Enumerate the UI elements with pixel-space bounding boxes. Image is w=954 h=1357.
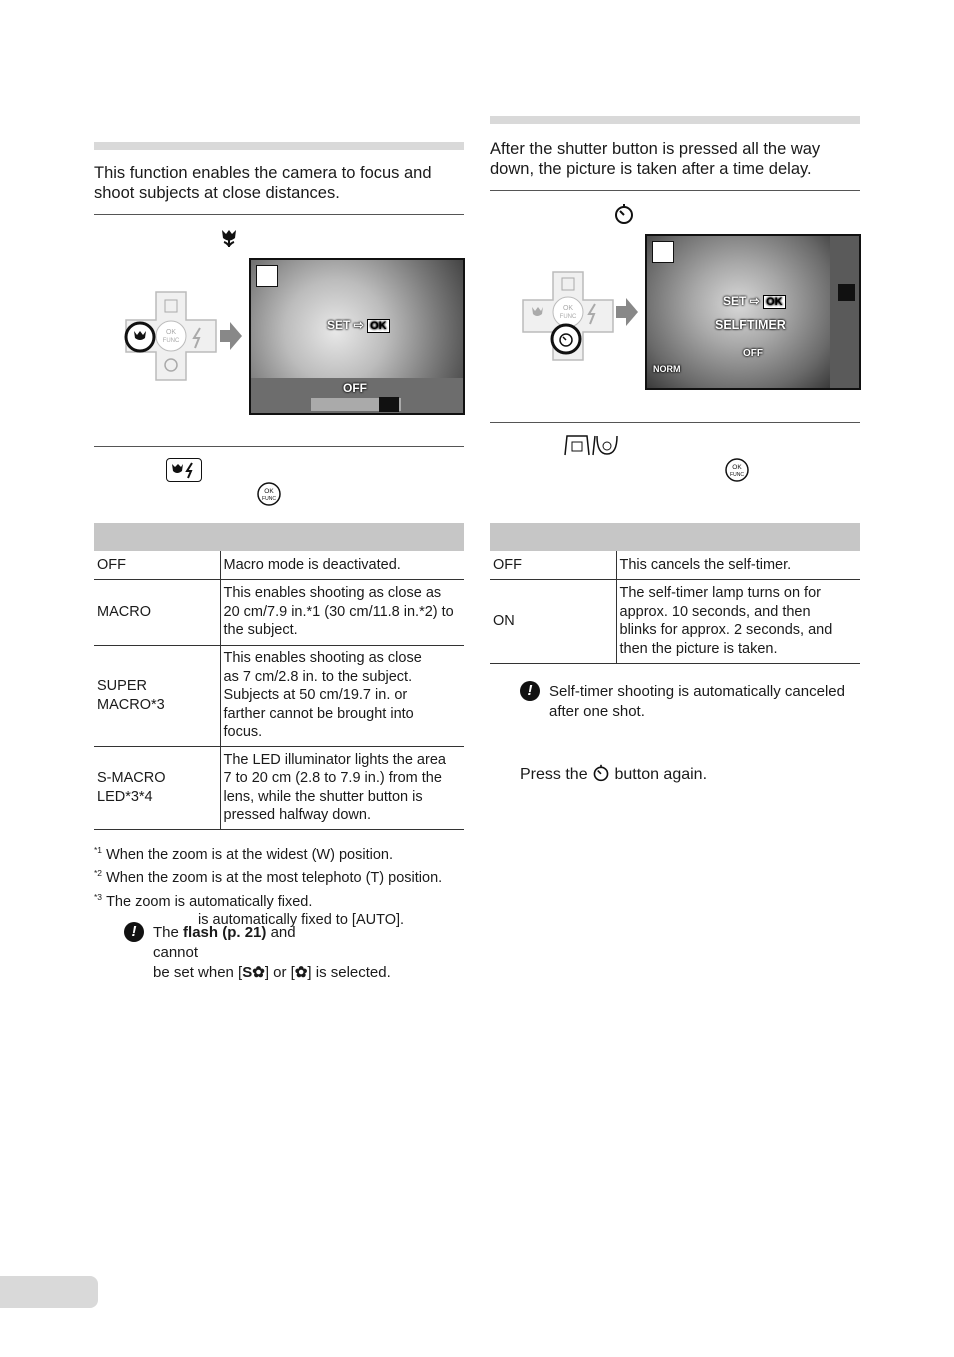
svg-text:FUNC: FUNC (730, 472, 744, 478)
footnotes (94, 841, 466, 929)
set-ok-label: SET ⇨ OK (327, 318, 390, 333)
arrow-right-icon (616, 298, 638, 326)
svg-text:FUNC: FUNC (262, 496, 276, 502)
cancel-instruction: Press the button again. (520, 766, 708, 783)
set-ok-label: SET ⇨ OK (723, 294, 786, 309)
mode-indicator (256, 265, 278, 287)
table-header-cell (616, 523, 860, 551)
divider (94, 214, 464, 215)
description-cell: The self-timer lamp turns on for approx. 10 seconds, and then blinks for approx. 2 seconds, and then the picture is taken. (616, 579, 860, 663)
table-header-cell (220, 523, 464, 551)
description-cell: The LED illuminator lights the area 7 to 20 cm (2.8 to 7.9 in.) from the lens, while the shutter button is pressed halfway down. (220, 746, 464, 829)
footnote: $^{*2}$ When the zoom is at the most telephoto (T) position. (94, 868, 443, 887)
caution-note: Self-timer shooting is automatically canceled after one shot. (549, 683, 845, 720)
macro-tulip-icon (218, 228, 240, 248)
footnote: $^{*1}$ When the zoom is at the widest (W) position. (94, 845, 393, 863)
ok-func-button-icon (257, 482, 281, 506)
lcd-screen-macro (249, 258, 465, 415)
table-row (94, 551, 464, 579)
caution-icon: ! (124, 922, 144, 942)
table-row (94, 579, 464, 645)
table-header-row (94, 523, 464, 551)
option-cell: OFF (94, 551, 220, 579)
page-number-tab (0, 1276, 98, 1308)
table-row (490, 551, 860, 579)
description-cell: Macro mode is deactivated. (220, 551, 464, 579)
selected-option (838, 284, 855, 301)
section-header-bar (490, 116, 860, 124)
divider (490, 190, 860, 191)
macro-intro (94, 163, 466, 203)
off-label: OFF (343, 381, 367, 395)
selftimer-options-table (490, 523, 860, 664)
self-timer-icon (592, 764, 610, 782)
intro-line: After the shutter button is pressed all the way (490, 140, 821, 158)
intro-line: shoot subjects at close distances. (94, 184, 340, 202)
svg-text:OK: OK (732, 464, 742, 471)
section-header-bar (94, 142, 464, 150)
intro-line: This function enables the camera to focus and (94, 164, 432, 182)
svg-text:OK: OK (562, 305, 574, 312)
table-row (94, 645, 464, 746)
off-label: OFF (743, 348, 763, 359)
option-cell: OFF (490, 551, 616, 579)
arrow-right-icon (220, 322, 242, 350)
selected-option (379, 397, 399, 412)
divider (94, 446, 464, 447)
s-macro-led-icon: ✿ (294, 964, 308, 981)
selftimer-label: SELFTIMER (715, 318, 786, 332)
super-macro-icon: S✿ (242, 964, 265, 981)
table-header-row (490, 523, 860, 551)
intro-line: down, the picture is taken after a time delay. (490, 160, 812, 178)
svg-text:OK: OK (264, 488, 274, 495)
footnote: is automatically fixed to [AUTO]. (198, 911, 405, 928)
table-header-cell (94, 523, 220, 551)
self-timer-icon (613, 203, 635, 225)
side-menu (830, 236, 859, 388)
svg-text:FUNC: FUNC (559, 314, 577, 320)
caution-note: The flash (p. 21) andcannot be set when [S✿] or [✿] is selected. (153, 924, 391, 981)
mode-indicator (652, 241, 674, 263)
svg-text:FUNC: FUNC (162, 338, 180, 344)
macro-options-table (94, 523, 464, 830)
svg-text:OK: OK (165, 329, 177, 336)
selftimer-intro (490, 139, 862, 179)
ok-func-button-icon (725, 458, 749, 482)
description-cell: This cancels the self-timer. (616, 551, 860, 579)
option-cell: SUPER MACRO*3 (94, 645, 220, 746)
description-cell: This enables shooting as close as 7 cm/2.8 in. to the subject. Subjects at 50 cm/19.7 in. or farther cannot be brought into focus. (220, 645, 464, 746)
footnote: $^{*3}$ The zoom is automatically fixed. (94, 891, 313, 910)
option-cell: MACRO (94, 579, 220, 645)
caution-icon: ! (520, 681, 540, 701)
option-cell: S-MACRO LED*3*4 (94, 746, 220, 829)
arrow-pad-selftimer-diagram (521, 270, 616, 362)
table-header-cell (490, 523, 616, 551)
norm-label: NORM (653, 364, 681, 374)
option-cell: ON (490, 579, 616, 663)
arrow-pad-macro-diagram (124, 290, 219, 382)
divider (490, 422, 860, 423)
lcd-screen-selftimer (645, 234, 861, 390)
table-row (94, 746, 464, 829)
selftimer-button-icons (563, 434, 619, 456)
description-cell: This enables shooting as close as 20 cm/7.9 in.*1 (30 cm/11.8 in.*2) to the subject. (220, 579, 464, 645)
table-row (490, 579, 860, 663)
macro-flash-button-icon (166, 458, 202, 482)
